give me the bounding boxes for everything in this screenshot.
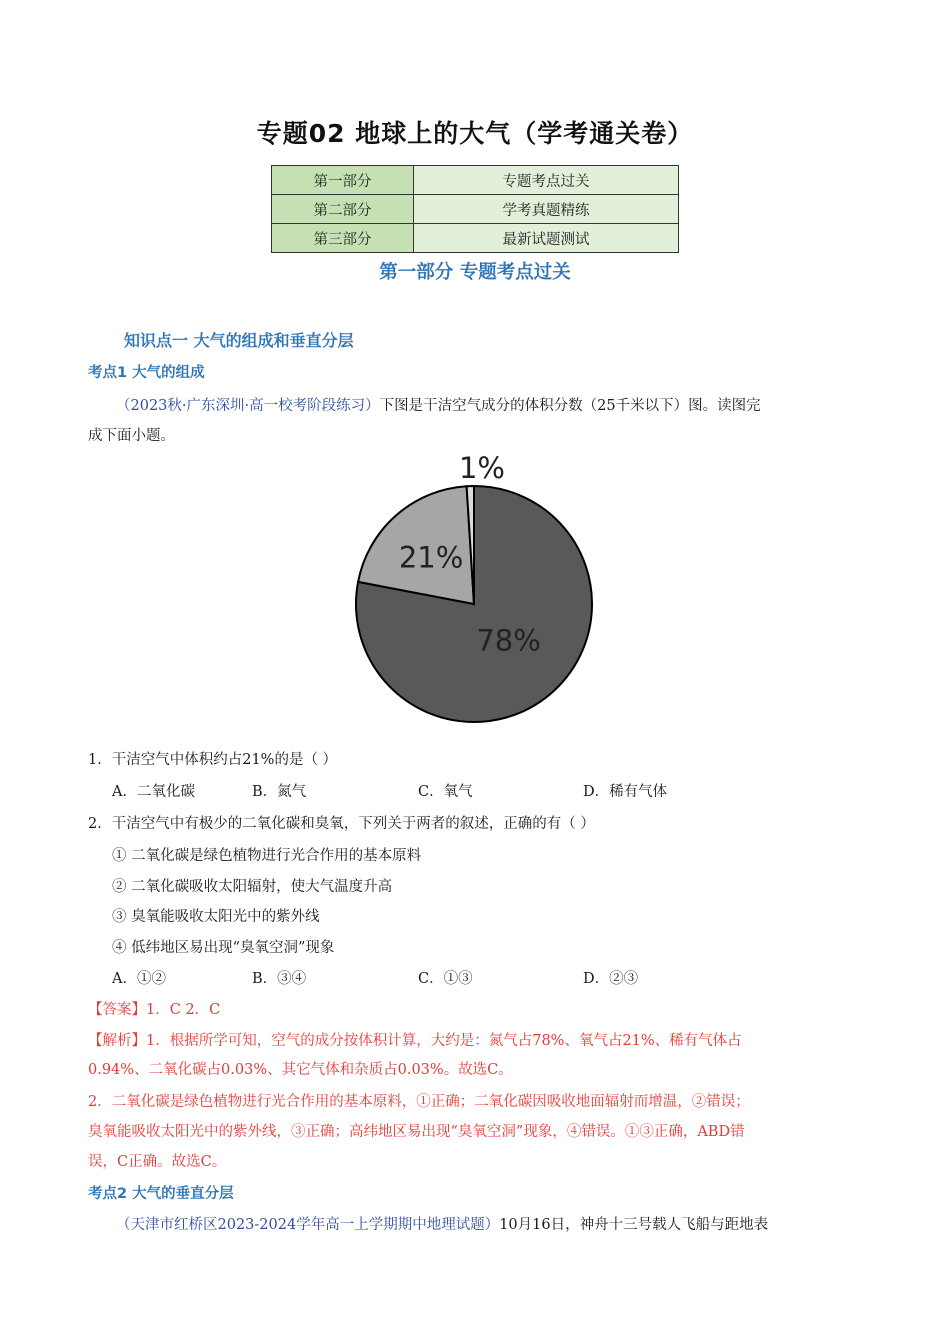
analysis-line-4: 臭氧能吸收太阳光中的紫外线，③正确；高纬地区易出现“臭氧空洞”现象，④错误。①③正确，ABD错 (88, 1124, 745, 1140)
contents-table (271, 165, 679, 253)
question-2-stem: 2．干洁空气中有极少的二氧化碳和臭氧，下列关于两者的叙述，正确的有（ ） (88, 816, 595, 832)
question-source-2: （天津市红桥区2023-2024学年高一上学期期中地理试题） (116, 1217, 500, 1233)
q2-option-c: C．①③ (418, 971, 473, 987)
q1-option-b: B．氮气 (252, 784, 307, 800)
topic-heading-2: 考点2 大气的垂直分层 (88, 1186, 234, 1202)
table-row (272, 224, 679, 253)
q2-statement-1: ① 二氧化碳是绿色植物进行光合作用的基本原料 (112, 848, 422, 864)
table-row (272, 166, 679, 195)
q2-option-d: D．②③ (583, 971, 639, 987)
intro-text-2: 10月16日，神舟十三号载人飞船与距地表 (499, 1217, 769, 1233)
analysis-line-3: 2．二氧化碳是绿色植物进行光合作用的基本原料，①正确；二氧化碳因吸收地面辐射而增温，②错误； (88, 1094, 750, 1110)
q1-option-a: A．二氧化碳 (112, 784, 195, 800)
intro-text: 下图是干洁空气成分的体积分数（25千米以下）图。读图完 (379, 398, 761, 414)
knowledge-point-heading: 知识点一 大气的组成和垂直分层 (124, 331, 354, 350)
document-title: 专题02 地球上的大气（学考通关卷） (256, 119, 694, 148)
q2-option-a: A．①② (112, 971, 166, 987)
analysis-line-2: 0.94%、二氧化碳占0.03%、其它气体和杂质占0.03%。故选C。 (88, 1062, 513, 1078)
question-intro-2 (116, 1213, 896, 1234)
topic-heading-1: 考点1 大气的组成 (88, 365, 205, 381)
pie-slice-label: 1% (458, 451, 506, 485)
question-source: （2023秋·广东深圳·高一校考阶段练习） (116, 398, 380, 414)
q2-option-b: B．③④ (252, 971, 307, 987)
toc-name-cell: 学考真题精练 (414, 195, 679, 224)
toc-part-cell: 第一部分 (272, 166, 414, 195)
intro-text-continued: 成下面小题。 (88, 428, 175, 444)
answer-line: 【答案】1．C 2．C (88, 1002, 221, 1018)
toc-part-cell: 第二部分 (272, 195, 414, 224)
part-heading: 第一部分 专题考点过关 (379, 262, 571, 283)
q2-statement-2: ② 二氧化碳吸收太阳辐射，使大气温度升高 (112, 879, 393, 895)
q1-option-d: D．稀有气体 (583, 784, 668, 800)
pie-slice-label: 78% (476, 623, 541, 658)
toc-name-cell: 专题考点过关 (414, 166, 679, 195)
question-intro (116, 394, 896, 415)
q2-statement-3: ③ 臭氧能吸收太阳光中的紫外线 (112, 909, 320, 925)
pie-chart (350, 450, 600, 730)
analysis-line-5: 误，C正确。故选C。 (88, 1154, 227, 1170)
toc-part-cell: 第三部分 (272, 224, 414, 253)
pie-slice-label: 21% (398, 540, 464, 575)
analysis-line-1: 【解析】1．根据所学可知，空气的成分按体积计算，大约是：氮气占78%、氧气占21%、稀有气体占 (88, 1033, 742, 1049)
q1-option-c: C．氧气 (418, 784, 473, 800)
q2-statement-4: ④ 低纬地区易出现“臭氧空洞”现象 (112, 940, 335, 956)
question-1-stem: 1．干洁空气中体积约占21%的是（ ） (88, 752, 338, 768)
table-row (272, 195, 679, 224)
toc-name-cell: 最新试题测试 (414, 224, 679, 253)
